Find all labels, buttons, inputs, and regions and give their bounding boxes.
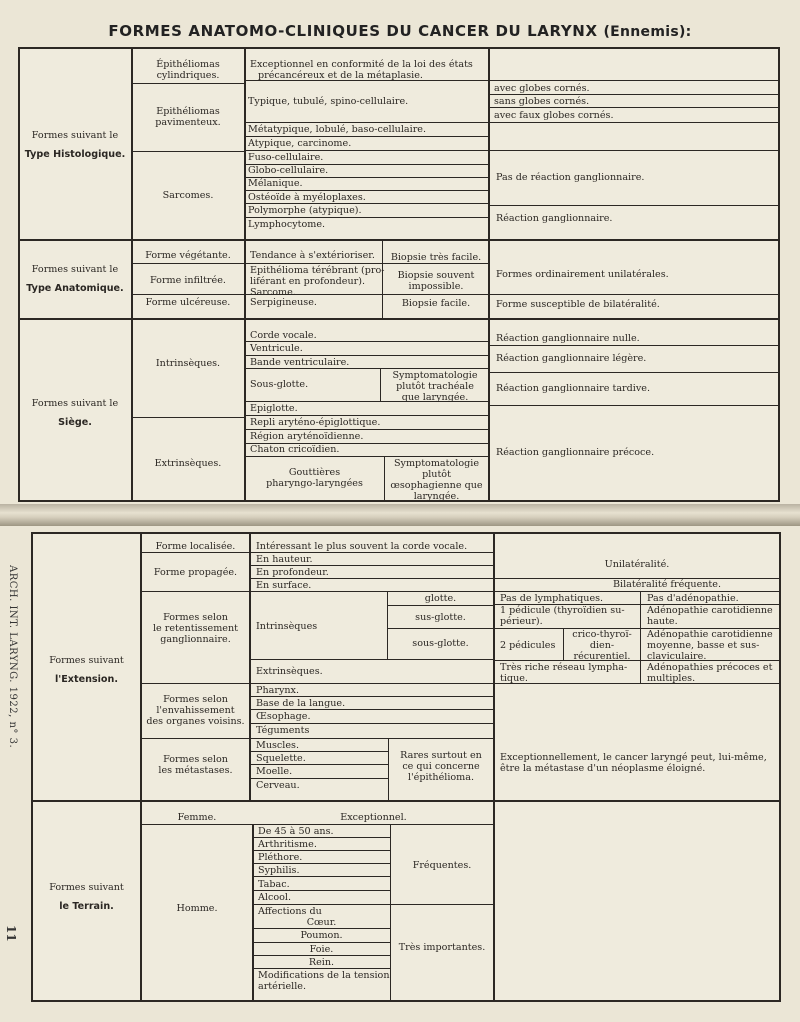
rein: Rein. <box>308 957 335 968</box>
vegetante: Forme végétante. <box>145 250 231 261</box>
chaton: Chaton cricoïdien. <box>250 444 340 455</box>
cerveau: Cerveau. <box>256 780 300 791</box>
repli: Repli aryténo-épiglottique. <box>250 417 381 428</box>
teguments: Téguments <box>256 725 310 736</box>
anat-group-label: Formes suivant le Type Anatomique. <box>26 264 124 294</box>
deux-pedicules: 2 pédicules <box>500 640 556 651</box>
pas-lymph: Pas de lymphatiques. <box>500 593 604 604</box>
affections: Affections du <box>258 906 322 917</box>
sous-glotte: Sous-glotte. <box>250 379 309 390</box>
hauteur: En hauteur. <box>256 554 313 565</box>
exceptionnellement: Exceptionnellement, le cancer laryngé peut, lui-même, être la métastase d'un néoplasme éloigné. <box>500 752 767 774</box>
oesophage: Œsophage. <box>256 711 311 722</box>
extrinseques: Extrinsèques. <box>154 458 222 469</box>
localisee: Forme localisée. <box>155 541 236 552</box>
typique: Typique, tubulé, spino-cellulaire. <box>248 96 409 107</box>
globes-1: avec globes cornés. <box>494 83 590 94</box>
rares: Rares surtout en ce qui concerne l'épithélioma. <box>400 750 482 783</box>
envahissement-label: Formes selon l'envahissement des organes voisins. <box>146 694 245 727</box>
riche-reseau: Très riche réseau lympha- tique. <box>500 662 628 684</box>
reac-nulle: Réaction ganglionnaire nulle. <box>496 333 640 344</box>
sarc-item-4: Polymorphe (atypique). <box>248 205 362 216</box>
pharynx: Pharynx. <box>256 685 299 696</box>
sus-glotte: sus-glotte. <box>415 612 466 623</box>
pas-adeno: Pas d'adénopathie. <box>647 593 739 604</box>
sarc-item-3: Ostéoïde à myéloplaxes. <box>248 192 366 203</box>
globes-3: avec faux globes cornés. <box>494 110 614 121</box>
terrain-item-5: Alcool. <box>258 892 292 903</box>
corde: Corde vocale. <box>250 330 317 341</box>
exceptionnel: Exceptionnel. <box>340 812 407 823</box>
histo-group-label: Formes suivant le Type Histologique. <box>24 130 126 160</box>
sarc-item-2: Mélanique. <box>248 178 303 189</box>
sarc-item-0: Fuso-cellulaire. <box>248 152 324 163</box>
surface: En surface. <box>256 580 312 591</box>
foie: Foie. <box>309 944 334 955</box>
reac-legere: Réaction ganglionnaire légère. <box>496 353 647 364</box>
coeur: Cœur. <box>306 917 337 928</box>
biopsie-facile-2: Biopsie facile. <box>401 298 471 309</box>
epith-pav-label: Epithéliomas pavimenteux. <box>155 106 221 128</box>
terrain-item-3: Syphilis. <box>258 865 300 876</box>
frequentes: Fréquentes. <box>412 860 472 871</box>
base-langue: Base de la langue. <box>256 698 346 709</box>
terrain-group-label: Formes suivant le Terrain. <box>49 882 124 912</box>
exteriorisation: Tendance à s'extérioriser. <box>250 250 375 261</box>
glotte: glotte. <box>424 593 457 604</box>
muscles: Muscles. <box>256 740 300 751</box>
pedicule: 1 pédicule (thyroïdien su- périeur). <box>500 605 625 627</box>
femme: Femme. <box>177 812 217 823</box>
bilateralite: Forme susceptible de bilatéralité. <box>496 299 660 310</box>
biopsie-impossible: Biopsie souvent impossible. <box>397 270 475 292</box>
terrain-item-1: Arthritisme. <box>258 839 317 850</box>
extrinseques-ext: Extrinsèques. <box>256 666 323 677</box>
infiltree: Forme infiltrée. <box>150 275 226 286</box>
modifications: Modifications de la tension artérielle. <box>258 970 390 992</box>
intrinseques-ext: Intrinsèques <box>256 621 318 632</box>
poumon: Poumon. <box>300 930 343 941</box>
homme: Homme. <box>176 903 218 914</box>
terrain-item-0: De 45 à 50 ans. <box>258 826 334 837</box>
unilaterales: Formes ordinairement unilatérales. <box>496 269 669 280</box>
biopsie-facile: Biopsie très facile. <box>390 252 482 263</box>
gutter-citation: ARCH. INT. LARYNG. 1922, n° 3. <box>7 565 18 749</box>
propagee: Forme propagée. <box>153 567 238 578</box>
sous-glotte-ext: sous-glotte. <box>412 638 469 649</box>
retentissement-label: Formes selon le retentissement ganglionnaire. <box>152 612 239 645</box>
reaction: Réaction ganglionnaire. <box>496 213 613 224</box>
epith-cyl-desc: Exceptionnel en conformité de la loi des états précancéreux et de la métaplasie. <box>250 59 473 81</box>
sarc-item-5: Lymphocytome. <box>248 219 326 230</box>
epiglotte: Epiglotte. <box>250 403 298 414</box>
ulcereuse: Forme ulcéreuse. <box>145 297 231 308</box>
adeno-moyenne: Adénopathie carotidienne moyenne, basse et sus- claviculaire. <box>647 629 773 662</box>
reac-tardive: Réaction ganglionnaire tardive. <box>496 383 650 394</box>
epith-cyl-label: Épithéliomas cylindriques. <box>156 59 220 81</box>
serpigineuse: Serpigineuse. <box>250 297 317 308</box>
bilateralite-frequente: Bilatéralité fréquente. <box>612 579 722 590</box>
atypique: Atypique, carcinome. <box>248 138 352 149</box>
page-title: FORMES ANATOMO-CLINIQUES DU CANCER DU LARYNX (Ennemis): <box>108 22 692 40</box>
region: Région aryténoïdienne. <box>250 431 364 442</box>
tres-importantes: Très importantes. <box>398 942 486 953</box>
bande: Bande ventriculaire. <box>250 357 350 368</box>
siege-group-label: Formes suivant le Siège. <box>31 398 119 428</box>
terebrant: Epithélioma térébrant (pro- liférant en profondeur). Sarcome. <box>250 265 385 298</box>
extension-group-label: Formes suivant l'Extension. <box>49 655 124 685</box>
metatypique: Métatypique, lobulé, baso-cellulaire. <box>248 124 427 135</box>
terrain-item-4: Tabac. <box>258 879 290 890</box>
adeno-haute: Adénopathie carotidienne haute. <box>647 605 773 627</box>
crico: crico-thyroï- dien- récurentiel. <box>572 629 632 662</box>
localisee-desc: Intéressant le plus souvent la corde vocale. <box>256 541 468 552</box>
symp-oesophagienne: Symptomatologie plutôt œsophagienne que laryngée. <box>390 458 483 502</box>
moelle: Moelle. <box>256 766 293 777</box>
sarc-item-1: Globo-cellulaire. <box>248 165 329 176</box>
page-number: 11 <box>4 925 18 942</box>
profondeur: En profondeur. <box>256 567 329 578</box>
squelette: Squelette. <box>256 753 306 764</box>
ventricule: Ventricule. <box>250 343 303 354</box>
adeno-precoces: Adénopathies précoces et multiples. <box>647 662 773 684</box>
terrain-item-2: Pléthore. <box>258 852 303 863</box>
sarcomes-label: Sarcomes. <box>162 190 214 201</box>
globes-2: sans globes cornés. <box>494 96 590 107</box>
intrinseques: Intrinsèques. <box>155 358 221 369</box>
pas-reaction: Pas de réaction ganglionnaire. <box>496 172 645 183</box>
gouttieres: Gouttières pharyngo-laryngées <box>266 467 363 489</box>
symp-tracheale: Symptomatologie plutôt trachéale que laryngée. <box>392 370 478 403</box>
metastases-label: Formes selon les métastases. <box>158 754 233 776</box>
reac-precoce: Réaction ganglionnaire précoce. <box>496 447 655 458</box>
page-fold <box>0 504 800 526</box>
unilateralite: Unilatéralité. <box>604 559 670 570</box>
